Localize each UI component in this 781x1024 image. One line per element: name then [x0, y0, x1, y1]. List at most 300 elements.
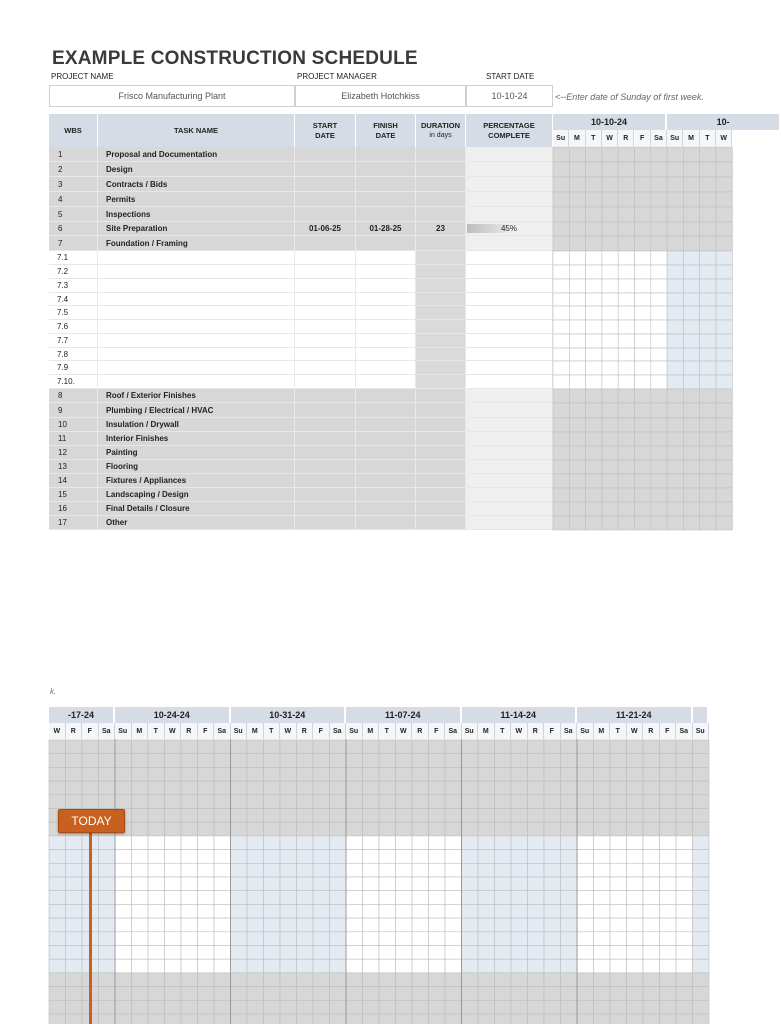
grid-cell[interactable] — [651, 236, 667, 251]
grid-cell[interactable] — [683, 320, 699, 334]
grid-cell[interactable] — [247, 987, 264, 1001]
grid-cell[interactable] — [586, 502, 602, 516]
grid-cell[interactable] — [700, 293, 716, 306]
grid-cell[interactable] — [561, 973, 578, 987]
grid-cell[interactable] — [429, 767, 446, 781]
grid-cell[interactable] — [198, 822, 215, 836]
grid-cell[interactable] — [700, 265, 716, 279]
grid-cell[interactable] — [247, 822, 264, 836]
grid-cell[interactable] — [214, 904, 231, 918]
duration-cell[interactable] — [416, 306, 466, 319]
grid-cell[interactable] — [231, 767, 248, 781]
grid-cell[interactable] — [49, 904, 66, 918]
grid-cell[interactable] — [165, 863, 182, 877]
grid-cell[interactable] — [495, 850, 512, 864]
grid-cell[interactable] — [181, 863, 198, 877]
grid-cell[interactable] — [610, 767, 627, 781]
start-date-cell[interactable] — [295, 516, 356, 529]
duration-cell[interactable] — [416, 279, 466, 292]
grid-cell[interactable] — [651, 432, 667, 446]
grid-cell[interactable] — [683, 389, 699, 403]
grid-cell[interactable] — [586, 147, 602, 162]
grid-cell[interactable] — [561, 987, 578, 1001]
grid-cell[interactable] — [683, 207, 699, 222]
grid-cell[interactable] — [602, 446, 618, 460]
grid-cell[interactable] — [412, 822, 429, 836]
percent-complete-cell[interactable] — [466, 460, 553, 473]
grid-cell[interactable] — [651, 334, 667, 348]
grid-cell[interactable] — [181, 767, 198, 781]
grid-cell[interactable] — [412, 1000, 429, 1014]
grid-cell[interactable] — [412, 740, 429, 754]
start-date-cell[interactable] — [295, 389, 356, 402]
grid-cell[interactable] — [412, 809, 429, 823]
grid-cell[interactable] — [683, 222, 699, 236]
grid-cell[interactable] — [346, 836, 363, 850]
grid-cell[interactable] — [716, 192, 732, 207]
grid-cell[interactable] — [247, 904, 264, 918]
duration-cell[interactable] — [416, 418, 466, 431]
grid-cell[interactable] — [82, 781, 99, 795]
grid-cell[interactable] — [553, 446, 569, 460]
grid-cell[interactable] — [346, 1000, 363, 1014]
grid-cell[interactable] — [363, 1000, 380, 1014]
grid-cell[interactable] — [660, 973, 677, 987]
finish-date-cell[interactable] — [356, 460, 416, 473]
grid-cell[interactable] — [82, 754, 99, 768]
grid-cell[interactable] — [635, 361, 651, 375]
grid-cell[interactable] — [330, 877, 347, 891]
grid-cell[interactable] — [586, 236, 602, 251]
grid-cell[interactable] — [667, 306, 683, 320]
grid-cell[interactable] — [651, 177, 667, 192]
grid-cell[interactable] — [700, 389, 716, 403]
grid-cell[interactable] — [610, 932, 627, 946]
grid-cell[interactable] — [676, 754, 693, 768]
task-name-cell[interactable] — [98, 147, 295, 161]
grid-cell[interactable] — [297, 932, 314, 946]
task-name-cell[interactable] — [98, 502, 295, 515]
grid-cell[interactable] — [683, 446, 699, 460]
grid-cell[interactable] — [594, 850, 611, 864]
grid-cell[interactable] — [247, 781, 264, 795]
grid-cell[interactable] — [651, 375, 667, 389]
grid-cell[interactable] — [297, 836, 314, 850]
grid-cell[interactable] — [676, 959, 693, 973]
grid-cell[interactable] — [618, 348, 634, 361]
grid-cell[interactable] — [297, 795, 314, 809]
grid-cell[interactable] — [635, 432, 651, 446]
grid-cell[interactable] — [181, 1014, 198, 1024]
grid-cell[interactable] — [165, 987, 182, 1001]
grid-cell[interactable] — [577, 904, 594, 918]
duration-cell[interactable] — [416, 361, 466, 374]
grid-cell[interactable] — [700, 279, 716, 293]
grid-cell[interactable] — [99, 795, 116, 809]
grid-cell[interactable] — [313, 809, 330, 823]
grid-cell[interactable] — [683, 403, 699, 418]
grid-cell[interactable] — [280, 932, 297, 946]
grid-cell[interactable] — [544, 767, 561, 781]
grid-cell[interactable] — [635, 207, 651, 222]
grid-cell[interactable] — [66, 946, 83, 960]
grid-cell[interactable] — [627, 932, 644, 946]
grid-cell[interactable] — [528, 987, 545, 1001]
grid-cell[interactable] — [198, 932, 215, 946]
grid-cell[interactable] — [544, 946, 561, 960]
grid-cell[interactable] — [264, 795, 281, 809]
grid-cell[interactable] — [99, 754, 116, 768]
grid-cell[interactable] — [313, 891, 330, 905]
grid-cell[interactable] — [553, 348, 569, 361]
grid-cell[interactable] — [330, 946, 347, 960]
grid-cell[interactable] — [569, 192, 585, 207]
grid-cell[interactable] — [660, 795, 677, 809]
grid-cell[interactable] — [586, 403, 602, 418]
grid-cell[interactable] — [313, 836, 330, 850]
grid-cell[interactable] — [528, 767, 545, 781]
grid-cell[interactable] — [462, 809, 479, 823]
grid-cell[interactable] — [346, 946, 363, 960]
grid-cell[interactable] — [379, 863, 396, 877]
wbs-cell[interactable] — [49, 251, 98, 264]
duration-cell[interactable] — [416, 446, 466, 459]
wbs-cell[interactable] — [49, 502, 98, 515]
grid-cell[interactable] — [561, 781, 578, 795]
grid-cell[interactable] — [297, 767, 314, 781]
grid-cell[interactable] — [511, 918, 528, 932]
grid-cell[interactable] — [445, 836, 462, 850]
grid-cell[interactable] — [445, 850, 462, 864]
grid-cell[interactable] — [478, 836, 495, 850]
grid-cell[interactable] — [379, 754, 396, 768]
grid-cell[interactable] — [586, 488, 602, 502]
grid-cell[interactable] — [115, 904, 132, 918]
grid-cell[interactable] — [181, 740, 198, 754]
grid-cell[interactable] — [635, 348, 651, 361]
duration-cell[interactable] — [416, 192, 466, 206]
grid-cell[interactable] — [495, 863, 512, 877]
grid-cell[interactable] — [618, 488, 634, 502]
grid-cell[interactable] — [214, 809, 231, 823]
task-name-cell[interactable] — [98, 236, 295, 250]
finish-date-cell[interactable] — [356, 488, 416, 501]
grid-cell[interactable] — [627, 863, 644, 877]
grid-cell[interactable] — [99, 987, 116, 1001]
grid-cell[interactable] — [115, 754, 132, 768]
grid-cell[interactable] — [716, 207, 732, 222]
grid-cell[interactable] — [49, 1000, 66, 1014]
grid-cell[interactable] — [148, 781, 165, 795]
grid-cell[interactable] — [165, 836, 182, 850]
grid-cell[interactable] — [445, 822, 462, 836]
grid-cell[interactable] — [586, 418, 602, 432]
grid-cell[interactable] — [528, 877, 545, 891]
grid-cell[interactable] — [214, 1014, 231, 1024]
grid-cell[interactable] — [635, 502, 651, 516]
grid-cell[interactable] — [462, 973, 479, 987]
grid-cell[interactable] — [610, 987, 627, 1001]
grid-cell[interactable] — [651, 279, 667, 293]
grid-cell[interactable] — [181, 822, 198, 836]
grid-cell[interactable] — [198, 863, 215, 877]
grid-cell[interactable] — [181, 959, 198, 973]
grid-cell[interactable] — [495, 946, 512, 960]
duration-cell[interactable] — [416, 460, 466, 473]
grid-cell[interactable] — [313, 767, 330, 781]
grid-cell[interactable] — [198, 918, 215, 932]
grid-cell[interactable] — [346, 767, 363, 781]
grid-cell[interactable] — [683, 516, 699, 530]
grid-cell[interactable] — [561, 918, 578, 932]
grid-cell[interactable] — [165, 1014, 182, 1024]
grid-cell[interactable] — [280, 891, 297, 905]
grid-cell[interactable] — [363, 973, 380, 987]
grid-cell[interactable] — [297, 1000, 314, 1014]
grid-cell[interactable] — [610, 1014, 627, 1024]
grid-cell[interactable] — [214, 863, 231, 877]
percent-complete-cell[interactable] — [466, 265, 553, 278]
grid-cell[interactable] — [667, 265, 683, 279]
grid-cell[interactable] — [396, 1014, 413, 1024]
grid-cell[interactable] — [528, 822, 545, 836]
grid-cell[interactable] — [396, 959, 413, 973]
grid-cell[interactable] — [667, 403, 683, 418]
task-name-cell[interactable] — [98, 162, 295, 176]
start-date-cell[interactable] — [295, 320, 356, 333]
grid-cell[interactable] — [165, 904, 182, 918]
grid-cell[interactable] — [346, 891, 363, 905]
grid-cell[interactable] — [528, 740, 545, 754]
grid-cell[interactable] — [214, 850, 231, 864]
grid-cell[interactable] — [569, 320, 585, 334]
grid-cell[interactable] — [667, 375, 683, 389]
grid-cell[interactable] — [667, 516, 683, 530]
grid-cell[interactable] — [495, 822, 512, 836]
grid-cell[interactable] — [635, 177, 651, 192]
grid-cell[interactable] — [602, 474, 618, 488]
percent-complete-cell[interactable] — [466, 488, 553, 501]
grid-cell[interactable] — [165, 822, 182, 836]
grid-cell[interactable] — [683, 236, 699, 251]
task-name-cell[interactable] — [98, 418, 295, 431]
grid-cell[interactable] — [264, 904, 281, 918]
grid-cell[interactable] — [643, 754, 660, 768]
grid-cell[interactable] — [495, 891, 512, 905]
grid-cell[interactable] — [396, 1000, 413, 1014]
grid-cell[interactable] — [231, 946, 248, 960]
grid-cell[interactable] — [495, 767, 512, 781]
grid-cell[interactable] — [594, 809, 611, 823]
grid-cell[interactable] — [683, 334, 699, 348]
start-date-cell[interactable] — [295, 432, 356, 445]
task-name-cell[interactable] — [98, 207, 295, 221]
grid-cell[interactable] — [231, 863, 248, 877]
start-date-cell[interactable] — [295, 418, 356, 431]
grid-cell[interactable] — [495, 932, 512, 946]
grid-cell[interactable] — [478, 822, 495, 836]
start-date-cell[interactable] — [295, 265, 356, 278]
grid-cell[interactable] — [478, 754, 495, 768]
grid-cell[interactable] — [651, 251, 667, 265]
grid-cell[interactable] — [700, 147, 716, 162]
grid-cell[interactable] — [528, 1014, 545, 1024]
grid-cell[interactable] — [99, 1000, 116, 1014]
grid-cell[interactable] — [198, 904, 215, 918]
grid-cell[interactable] — [346, 795, 363, 809]
grid-cell[interactable] — [528, 904, 545, 918]
grid-cell[interactable] — [586, 474, 602, 488]
grid-cell[interactable] — [594, 1014, 611, 1024]
grid-cell[interactable] — [643, 904, 660, 918]
grid-cell[interactable] — [49, 877, 66, 891]
grid-cell[interactable] — [297, 877, 314, 891]
grid-cell[interactable] — [610, 946, 627, 960]
grid-cell[interactable] — [115, 973, 132, 987]
grid-cell[interactable] — [610, 973, 627, 987]
grid-cell[interactable] — [330, 795, 347, 809]
grid-cell[interactable] — [553, 334, 569, 348]
grid-cell[interactable] — [247, 754, 264, 768]
grid-cell[interactable] — [445, 767, 462, 781]
grid-cell[interactable] — [544, 850, 561, 864]
grid-cell[interactable] — [602, 306, 618, 320]
grid-cell[interactable] — [660, 863, 677, 877]
grid-cell[interactable] — [495, 795, 512, 809]
grid-cell[interactable] — [643, 959, 660, 973]
grid-cell[interactable] — [297, 973, 314, 987]
grid-cell[interactable] — [716, 502, 732, 516]
start-date-cell[interactable] — [295, 348, 356, 360]
grid-cell[interactable] — [247, 973, 264, 987]
duration-cell[interactable] — [416, 516, 466, 529]
grid-cell[interactable] — [280, 959, 297, 973]
grid-cell[interactable] — [132, 1014, 149, 1024]
grid-cell[interactable] — [683, 162, 699, 177]
grid-cell[interactable] — [445, 1014, 462, 1024]
grid-cell[interactable] — [569, 177, 585, 192]
grid-cell[interactable] — [586, 460, 602, 474]
grid-cell[interactable] — [511, 781, 528, 795]
grid-cell[interactable] — [264, 932, 281, 946]
grid-cell[interactable] — [231, 959, 248, 973]
grid-cell[interactable] — [651, 418, 667, 432]
grid-cell[interactable] — [412, 891, 429, 905]
grid-cell[interactable] — [99, 918, 116, 932]
grid-cell[interactable] — [651, 348, 667, 361]
grid-cell[interactable] — [553, 432, 569, 446]
grid-cell[interactable] — [478, 932, 495, 946]
grid-cell[interactable] — [651, 502, 667, 516]
grid-cell[interactable] — [660, 836, 677, 850]
start-date-cell[interactable] — [295, 236, 356, 250]
grid-cell[interactable] — [264, 1000, 281, 1014]
grid-cell[interactable] — [445, 973, 462, 987]
grid-cell[interactable] — [132, 754, 149, 768]
grid-cell[interactable] — [165, 781, 182, 795]
grid-cell[interactable] — [297, 822, 314, 836]
grid-cell[interactable] — [544, 754, 561, 768]
grid-cell[interactable] — [412, 932, 429, 946]
grid-cell[interactable] — [280, 809, 297, 823]
duration-cell[interactable] — [416, 177, 466, 191]
grid-cell[interactable] — [99, 781, 116, 795]
percent-complete-cell[interactable] — [466, 348, 553, 360]
grid-cell[interactable] — [429, 836, 446, 850]
grid-cell[interactable] — [396, 877, 413, 891]
grid-cell[interactable] — [429, 973, 446, 987]
grid-cell[interactable] — [132, 891, 149, 905]
grid-cell[interactable] — [528, 795, 545, 809]
grid-cell[interactable] — [148, 904, 165, 918]
grid-cell[interactable] — [602, 502, 618, 516]
grid-cell[interactable] — [396, 836, 413, 850]
grid-cell[interactable] — [115, 891, 132, 905]
grid-cell[interactable] — [379, 959, 396, 973]
grid-cell[interactable] — [148, 932, 165, 946]
grid-cell[interactable] — [132, 781, 149, 795]
grid-cell[interactable] — [586, 207, 602, 222]
grid-cell[interactable] — [280, 1014, 297, 1024]
grid-cell[interactable] — [511, 959, 528, 973]
grid-cell[interactable] — [627, 918, 644, 932]
grid-cell[interactable] — [330, 987, 347, 1001]
grid-cell[interactable] — [667, 418, 683, 432]
grid-cell[interactable] — [247, 891, 264, 905]
grid-cell[interactable] — [165, 877, 182, 891]
grid-cell[interactable] — [643, 932, 660, 946]
grid-cell[interactable] — [610, 877, 627, 891]
grid-cell[interactable] — [264, 809, 281, 823]
grid-cell[interactable] — [676, 863, 693, 877]
grid-cell[interactable] — [181, 946, 198, 960]
grid-cell[interactable] — [49, 795, 66, 809]
grid-cell[interactable] — [313, 1000, 330, 1014]
grid-cell[interactable] — [462, 781, 479, 795]
grid-cell[interactable] — [181, 904, 198, 918]
grid-cell[interactable] — [396, 891, 413, 905]
grid-cell[interactable] — [627, 809, 644, 823]
grid-cell[interactable] — [683, 293, 699, 306]
grid-cell[interactable] — [330, 863, 347, 877]
grid-cell[interactable] — [379, 822, 396, 836]
grid-cell[interactable] — [553, 375, 569, 389]
grid-cell[interactable] — [478, 863, 495, 877]
task-name-cell[interactable] — [98, 251, 295, 264]
grid-cell[interactable] — [569, 446, 585, 460]
grid-cell[interactable] — [618, 279, 634, 293]
grid-cell[interactable] — [346, 987, 363, 1001]
finish-date-cell[interactable] — [356, 502, 416, 515]
grid-cell[interactable] — [643, 1000, 660, 1014]
grid-cell[interactable] — [148, 987, 165, 1001]
grid-cell[interactable] — [544, 822, 561, 836]
grid-cell[interactable] — [49, 740, 66, 754]
grid-cell[interactable] — [577, 740, 594, 754]
finish-date-cell[interactable] — [356, 147, 416, 161]
grid-cell[interactable] — [716, 403, 732, 418]
grid-cell[interactable] — [561, 767, 578, 781]
grid-cell[interactable] — [635, 147, 651, 162]
grid-cell[interactable] — [660, 754, 677, 768]
grid-cell[interactable] — [651, 361, 667, 375]
grid-cell[interactable] — [165, 809, 182, 823]
grid-cell[interactable] — [577, 973, 594, 987]
start-date-cell[interactable] — [295, 192, 356, 206]
wbs-cell[interactable] — [49, 265, 98, 278]
percent-complete-cell[interactable] — [466, 306, 553, 319]
percent-complete-cell[interactable] — [466, 279, 553, 292]
